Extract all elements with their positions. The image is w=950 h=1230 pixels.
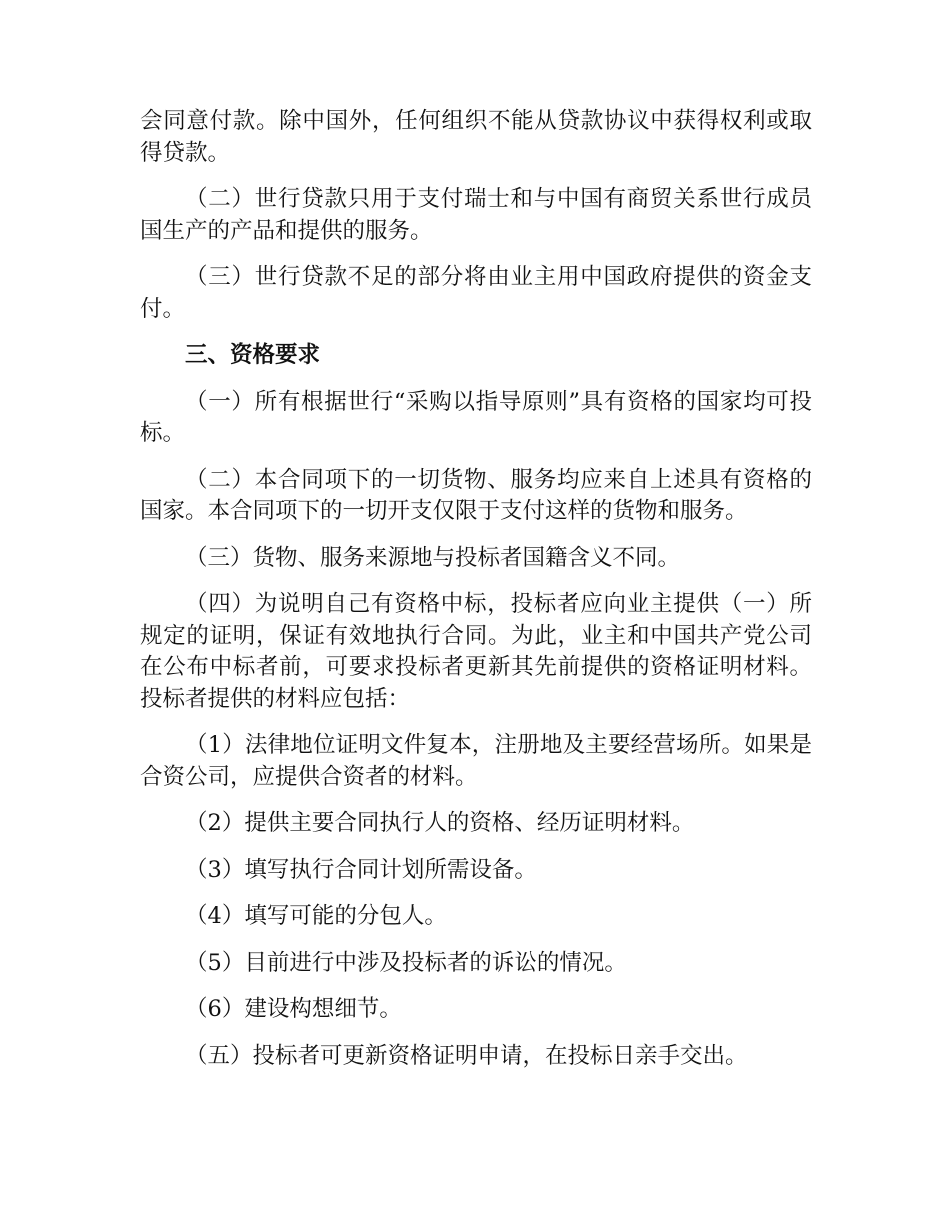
paragraph-update-application: （五）投标者可更新资格证明申请，在投标日亲手交出。: [185, 1042, 748, 1069]
list-item-construction-concept: （6）建设构想细节。: [185, 996, 402, 1022]
paragraph-origin-vs-nationality: （三）货物、服务来源地与投标者国籍含义不同。: [185, 544, 681, 571]
paragraph-loan-usage: （二）世行贷款只用于支付瑞士和与中国有商贸关系世行成员国生产的产品和提供的服务。: [140, 186, 812, 244]
paragraph-eligible-countries: （一）所有根据世行“采购以指导原则”具有资格的国家均可投标。: [140, 388, 812, 446]
list-item-litigation: （5）目前进行中涉及投标者的诉讼的情况。: [185, 949, 627, 976]
paragraph-loan-shortfall: （三）世行贷款不足的部分将由业主用中国政府提供的资金支付。: [140, 264, 812, 322]
list-item-legal-status: （1）法律地位证明文件复本，注册地及主要经营场所。如果是合资公司，应提供合资者的材料。: [140, 732, 812, 790]
paragraph-continuation: 会同意付款。除中国外，任何组织不能从贷款协议中获得权利或取得贷款。: [140, 108, 812, 166]
paragraph-qualification-proof: （四）为说明自己有资格中标，投标者应向业主提供（一）所规定的证明，保证有效地执行合同。为此，业主和中国共产党公司在公布中标者前，可要求投标者更新其先前提供的资格证明材料。投标者提供的材料应包括：: [140, 591, 812, 712]
paragraph-goods-origin: （二）本合同项下的一切货物、服务均应来自上述具有资格的国家。本合同项下的一切开支仅限于支付这样的货物和服务。: [140, 466, 812, 524]
list-item-subcontractors: （4）填写可能的分包人。: [185, 903, 447, 929]
document-body: [140, 106, 812, 1087]
section-heading-qualification: 三、资格要求: [185, 342, 321, 368]
list-item-equipment: （3）填写执行合同计划所需设备。: [185, 856, 537, 883]
list-item-contract-executor: （2）提供主要合同执行人的资格、经历证明材料。: [185, 810, 695, 836]
